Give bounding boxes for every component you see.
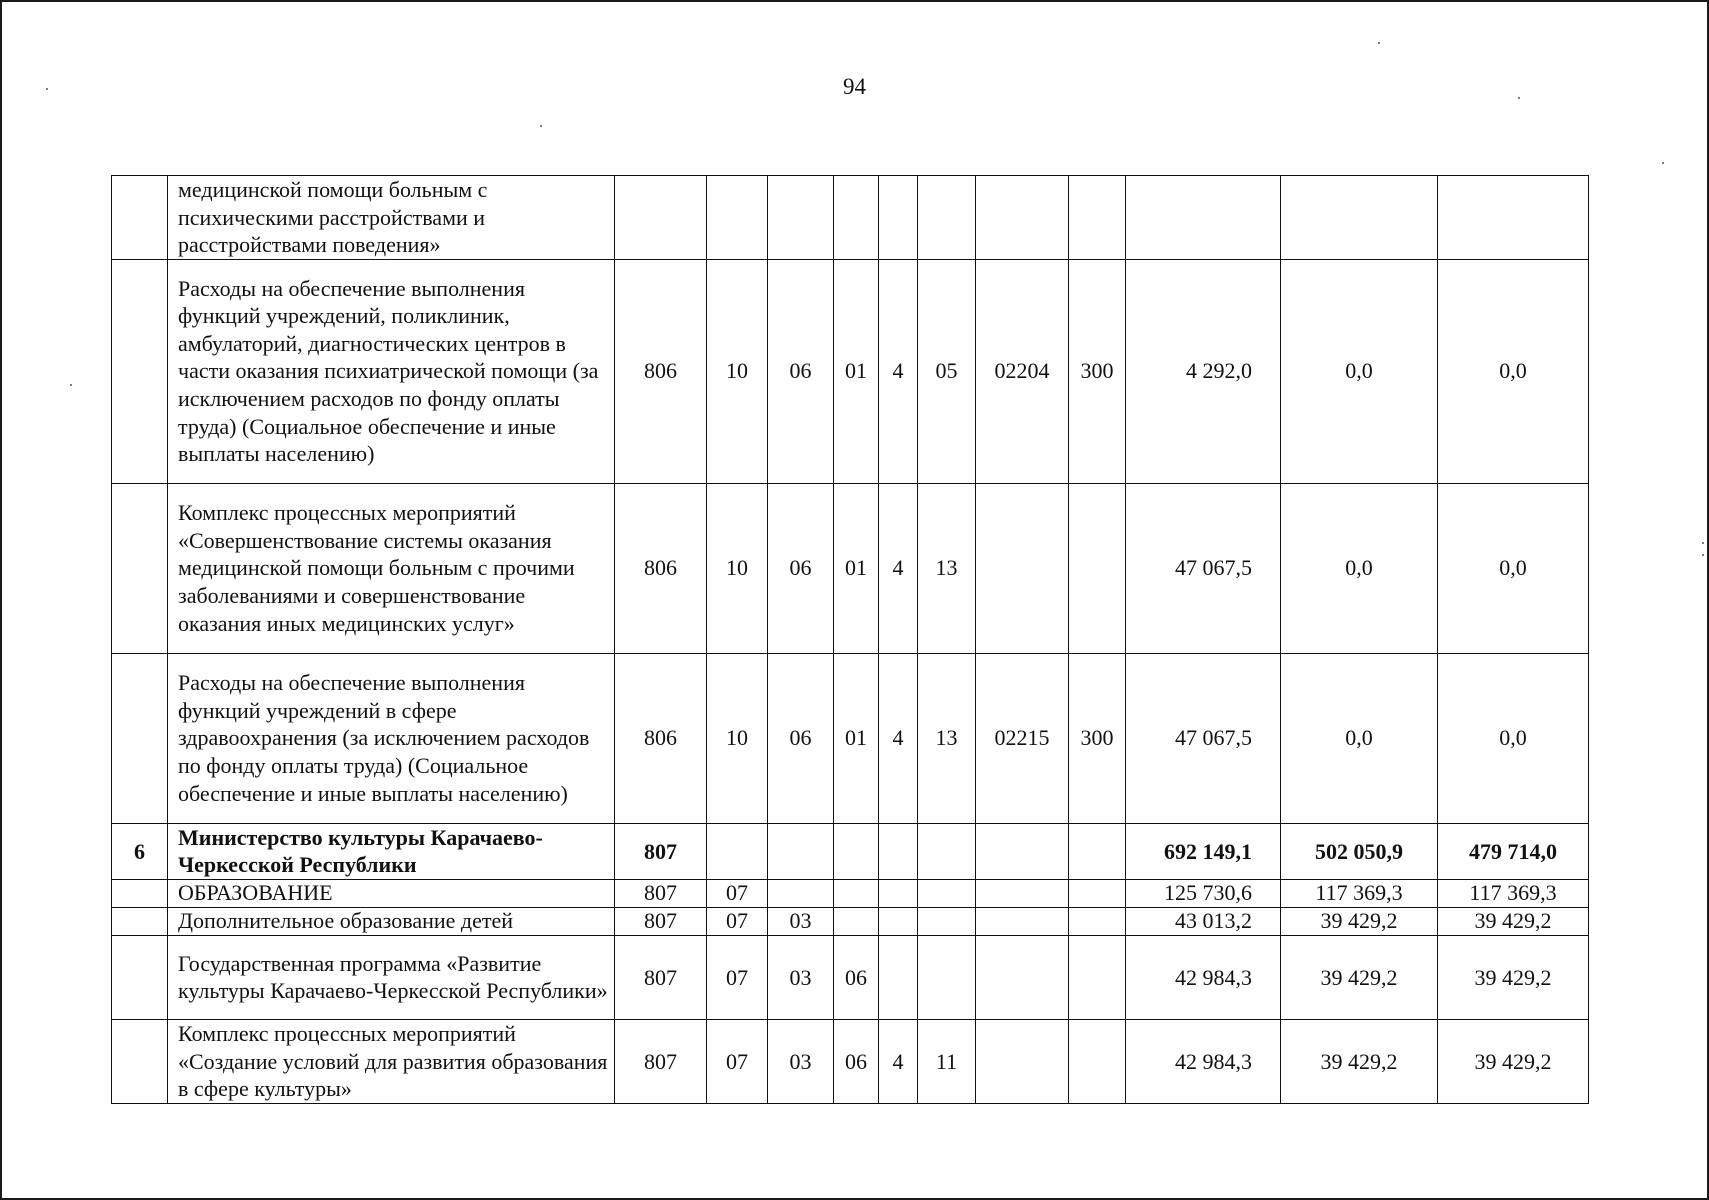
code-expense-type — [1069, 823, 1126, 879]
code-program-type — [879, 907, 918, 935]
amount-year-1: 47 067,5 — [1126, 483, 1281, 653]
code-subsection: 06 — [768, 259, 834, 483]
amount-year-3: 39 429,2 — [1438, 935, 1589, 1019]
code-ministry — [615, 176, 707, 260]
row-name: Расходы на обеспечение выполнения функций учреждений в сфере здравоохранения (за исключением расходов по фонду оплаты труда) (Социальное обеспечение и иные выплаты населению) — [168, 653, 615, 823]
amount-year-3: 0,0 — [1438, 483, 1589, 653]
code-event — [918, 935, 976, 1019]
code-event: 13 — [918, 483, 976, 653]
code-direction — [976, 483, 1069, 653]
table-row — [112, 935, 1589, 1019]
table-row — [112, 176, 1589, 260]
row-number — [112, 176, 168, 260]
table-row — [112, 1019, 1589, 1103]
scan-speck — [540, 125, 542, 127]
scan-speck — [1702, 542, 1704, 544]
code-program — [834, 823, 879, 879]
row-number — [112, 907, 168, 935]
budget-table — [111, 175, 1589, 1104]
code-event — [918, 907, 976, 935]
code-expense-type — [1069, 879, 1126, 907]
code-direction — [976, 1019, 1069, 1103]
code-program: 01 — [834, 259, 879, 483]
amount-year-2: 0,0 — [1281, 483, 1438, 653]
code-event: 13 — [918, 653, 976, 823]
code-expense-type: 300 — [1069, 653, 1126, 823]
amount-year-1: 42 984,3 — [1126, 935, 1281, 1019]
code-section: 10 — [707, 483, 768, 653]
amount-year-2: 117 369,3 — [1281, 879, 1438, 907]
table-row — [112, 879, 1589, 907]
table-row — [112, 907, 1589, 935]
code-program-type — [879, 823, 918, 879]
amount-year-1: 692 149,1 — [1126, 823, 1281, 879]
code-expense-type — [1069, 907, 1126, 935]
code-expense-type — [1069, 935, 1126, 1019]
amount-year-1: 43 013,2 — [1126, 907, 1281, 935]
code-event — [918, 823, 976, 879]
code-program-type: 4 — [879, 1019, 918, 1103]
amount-year-3: 0,0 — [1438, 259, 1589, 483]
table-row — [112, 823, 1589, 879]
scan-speck — [1518, 97, 1520, 99]
scan-speck — [1702, 554, 1704, 556]
row-number — [112, 259, 168, 483]
amount-year-2: 39 429,2 — [1281, 1019, 1438, 1103]
row-name: Министерство культуры Карачаево-Черкесской Республики — [168, 823, 615, 879]
code-section: 07 — [707, 935, 768, 1019]
code-subsection: 03 — [768, 1019, 834, 1103]
row-name: Комплекс процессных мероприятий «Создание условий для развития образования в сфере культуры» — [168, 1019, 615, 1103]
amount-year-3: 39 429,2 — [1438, 1019, 1589, 1103]
code-subsection — [768, 879, 834, 907]
code-event — [918, 176, 976, 260]
scan-speck — [46, 88, 48, 90]
code-program — [834, 176, 879, 260]
code-subsection: 03 — [768, 907, 834, 935]
row-number — [112, 1019, 168, 1103]
code-section: 07 — [707, 879, 768, 907]
code-direction — [976, 176, 1069, 260]
code-subsection: 06 — [768, 653, 834, 823]
code-direction: 02215 — [976, 653, 1069, 823]
amount-year-1: 4 292,0 — [1126, 259, 1281, 483]
code-program-type — [879, 935, 918, 1019]
amount-year-1: 47 067,5 — [1126, 653, 1281, 823]
table-row — [112, 259, 1589, 483]
code-section: 10 — [707, 653, 768, 823]
code-ministry: 807 — [615, 823, 707, 879]
code-direction — [976, 935, 1069, 1019]
row-name: медицинской помощи больным с психическими расстройствами и расстройствами поведения» — [168, 176, 615, 260]
code-ministry: 806 — [615, 483, 707, 653]
code-section — [707, 176, 768, 260]
row-name: Дополнительное образование детей — [168, 907, 615, 935]
code-direction — [976, 879, 1069, 907]
amount-year-2: 39 429,2 — [1281, 907, 1438, 935]
code-direction: 02204 — [976, 259, 1069, 483]
code-direction — [976, 907, 1069, 935]
code-ministry: 806 — [615, 653, 707, 823]
code-ministry: 807 — [615, 935, 707, 1019]
code-ministry: 806 — [615, 259, 707, 483]
row-number — [112, 935, 168, 1019]
code-program — [834, 907, 879, 935]
scan-speck — [1662, 162, 1664, 164]
code-program: 06 — [834, 1019, 879, 1103]
code-program-type: 4 — [879, 259, 918, 483]
page-number: 94 — [843, 74, 866, 99]
code-program — [834, 879, 879, 907]
amount-year-3: 479 714,0 — [1438, 823, 1589, 879]
row-number — [112, 653, 168, 823]
code-subsection — [768, 823, 834, 879]
code-section: 10 — [707, 259, 768, 483]
code-section: 07 — [707, 907, 768, 935]
amount-year-3: 0,0 — [1438, 653, 1589, 823]
row-name: Расходы на обеспечение выполнения функций учреждений, поликлиник, амбулаторий, диагностических центров в части оказания психиатрической помощи (за исключением расходов по фонду оплаты труда) (Социальное обеспечение и иные выплаты населению) — [168, 259, 615, 483]
row-number — [112, 483, 168, 653]
amount-year-2: 39 429,2 — [1281, 935, 1438, 1019]
code-direction — [976, 823, 1069, 879]
code-program-type: 4 — [879, 653, 918, 823]
code-ministry: 807 — [615, 907, 707, 935]
code-program-type — [879, 879, 918, 907]
code-subsection: 06 — [768, 483, 834, 653]
code-subsection: 03 — [768, 935, 834, 1019]
code-event — [918, 879, 976, 907]
code-ministry: 807 — [615, 1019, 707, 1103]
code-subsection — [768, 176, 834, 260]
amount-year-2: 0,0 — [1281, 259, 1438, 483]
code-program: 06 — [834, 935, 879, 1019]
code-program-type — [879, 176, 918, 260]
amount-year-2: 502 050,9 — [1281, 823, 1438, 879]
amount-year-1 — [1126, 176, 1281, 260]
code-program: 01 — [834, 653, 879, 823]
code-expense-type — [1069, 483, 1126, 653]
amount-year-1: 125 730,6 — [1126, 879, 1281, 907]
scan-speck — [70, 384, 72, 386]
amount-year-3: 117 369,3 — [1438, 879, 1589, 907]
amount-year-2: 0,0 — [1281, 653, 1438, 823]
amount-year-3: 39 429,2 — [1438, 907, 1589, 935]
table-row — [112, 653, 1589, 823]
code-program-type: 4 — [879, 483, 918, 653]
amount-year-3 — [1438, 176, 1589, 260]
code-event: 05 — [918, 259, 976, 483]
scan-speck — [1378, 42, 1380, 44]
code-event: 11 — [918, 1019, 976, 1103]
code-expense-type — [1069, 176, 1126, 260]
row-number: 6 — [112, 823, 168, 879]
row-number — [112, 879, 168, 907]
code-expense-type — [1069, 1019, 1126, 1103]
code-program: 01 — [834, 483, 879, 653]
code-section — [707, 823, 768, 879]
code-section: 07 — [707, 1019, 768, 1103]
code-expense-type: 300 — [1069, 259, 1126, 483]
row-name: Государственная программа «Развитие культуры Карачаево-Черкесской Республики» — [168, 935, 615, 1019]
row-name: ОБРАЗОВАНИЕ — [168, 879, 615, 907]
amount-year-1: 42 984,3 — [1126, 1019, 1281, 1103]
row-name: Комплекс процессных мероприятий «Совершенствование системы оказания медицинской помощи больным с прочими заболеваниями и совершенствование оказания иных медицинских услуг» — [168, 483, 615, 653]
code-ministry: 807 — [615, 879, 707, 907]
amount-year-2 — [1281, 176, 1438, 260]
table-row — [112, 483, 1589, 653]
